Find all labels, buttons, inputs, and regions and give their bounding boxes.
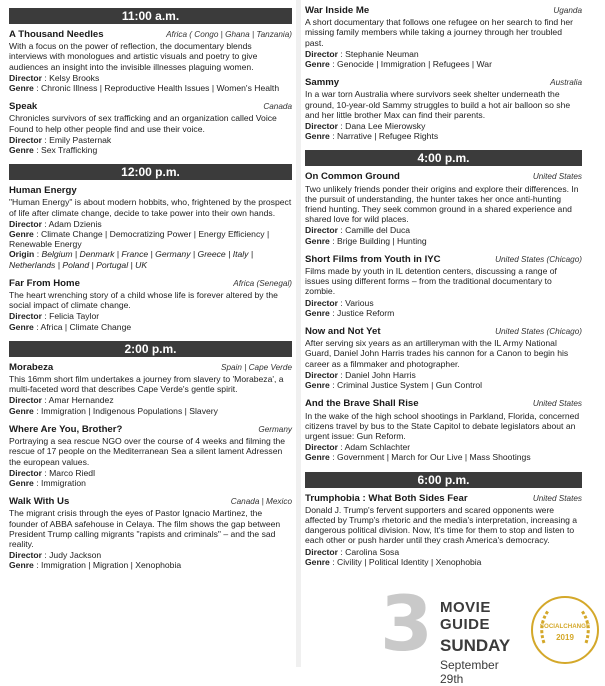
genre-list: Civility | Political Identity | Xenophobia <box>337 556 482 567</box>
director-label: Director <box>9 311 42 322</box>
film-country: Canada <box>263 102 292 112</box>
film-genre: Genre : Sex Trafficking <box>9 145 98 156</box>
director-name: Adam Schlachter <box>344 442 411 453</box>
film-entry <box>9 279 292 332</box>
time-slot-header: 12:00 p.m. <box>9 164 292 180</box>
film-entry <box>9 30 292 93</box>
film-header <box>9 102 292 112</box>
film-header <box>9 186 292 196</box>
film-header <box>305 6 582 16</box>
film-genre: Genre : Genocide | Immigration | Refugees | War <box>305 59 492 70</box>
film-genre: Genre : Immigration | Indigenous Populations | Slavery <box>9 405 218 416</box>
film-country: Africa ( Congo | Ghana | Tanzania) <box>166 30 292 39</box>
genre-list: Chronic Illness | Reproductive Health Issues | Women's Health <box>41 83 280 94</box>
film-description: Portraying a sea rescue NGO over the course of 4 weeks and filming the rescue of 17 people on the Mediterranean Sea a silent lament Adressen the european values. <box>9 436 286 467</box>
film-genre: Genre : Justice Reform <box>305 307 395 318</box>
director-label: Director <box>9 218 42 229</box>
film-header <box>305 327 582 337</box>
column-divider <box>296 0 301 667</box>
film-entry <box>305 6 582 69</box>
film-director: Director : Amar Hernandez <box>9 395 114 406</box>
film-header <box>9 30 292 40</box>
film-director: Director : Adam Dzienis <box>9 218 102 229</box>
film-description: A short documentary that follows one refugee on her search to find her missing family members while taking a journey through her troubled past. <box>305 17 573 48</box>
film-description: Donald J. Trump's fervent supporters and scared opponents were affected by Trump's rhetoric and the media's interpretation, increasing a dangerous political division. Now, It's time for them to stop and listen to each other or push harder until they crash America's democracy. <box>305 504 578 546</box>
film-genre: Genre : Criminal Justice System | Gun Control <box>305 380 483 391</box>
film-entry <box>305 327 582 390</box>
film-description: Chronicles survivors of sex trafficking and an organization called Voice Found to help other people find and use their voice. <box>9 113 277 134</box>
film-description: "Human Energy" is about modern hobbits, who, frightened by the prospect of life after climate change, decide to take power into their own hands. <box>9 197 292 218</box>
director-label: Director <box>305 121 338 132</box>
film-header <box>9 363 292 373</box>
page-number: 3 <box>380 579 433 668</box>
film-entry <box>9 363 292 416</box>
genre-list: Criminal Justice System | Gun Control <box>337 380 483 391</box>
director-name: Marco Riedl <box>49 467 95 478</box>
film-title: Where Are You, Brother? <box>9 423 123 435</box>
genre-list: Brige Building | Hunting <box>337 235 427 246</box>
film-genre: Genre : Civility | Political Identity | Xenophobia <box>305 556 482 567</box>
genre-label: Genre <box>305 307 330 318</box>
film-description: In a war torn Australia where survivors seek shelter underneath the ground, 10-year-old Sammy struggles to build a hot air balloon so she and her little brother Max can find their parents. <box>305 89 571 120</box>
film-title: War Inside Me <box>305 5 370 16</box>
director-label: Director <box>9 72 42 83</box>
director-name: Judy Jackson <box>49 550 102 561</box>
film-title: Sammy <box>305 77 340 89</box>
film-director: Director : Various <box>305 297 374 308</box>
film-header <box>305 255 582 265</box>
film-entry <box>305 78 582 141</box>
director-name: Kelsy Brooks <box>49 72 100 83</box>
genre-label: Genre <box>305 59 330 70</box>
film-country: Germany <box>258 424 292 434</box>
film-description: Two unlikely friends ponder their origins and explore their differences. In the pursuit of understanding, the hunter takes her once anti-hunting friend hunting. They seek common ground in a shared experience and shared love for wild places. <box>305 183 579 225</box>
film-country: United States <box>532 493 582 503</box>
genre-label: Genre <box>305 131 330 142</box>
film-title: Short Films from Youth in IYC <box>305 253 441 265</box>
genre-label: Genre <box>9 321 34 332</box>
genre-list: Government | March for Our Live | Mass Shootings <box>337 452 531 463</box>
director-name: Camille del Duca <box>345 225 411 236</box>
film-genre: Genre : Immigration <box>9 477 86 488</box>
film-country: United States <box>532 172 582 182</box>
director-name: Amar Hernandez <box>48 395 114 406</box>
genre-list: Immigration | Indigenous Populations | Slavery <box>41 405 218 416</box>
film-header <box>305 494 582 504</box>
film-title: Speak <box>9 101 38 113</box>
film-title: A Thousand Needles <box>9 29 104 40</box>
director-label: Director <box>9 395 42 406</box>
time-slot-header: 4:00 p.m. <box>305 150 582 166</box>
genre-list: Climate Change | Democratizing Power | Energy Efficiency | Renewable Energy <box>9 229 270 250</box>
badge-year: 2019 <box>556 633 574 642</box>
director-label: Director <box>9 467 42 478</box>
laurel-badge-icon <box>530 595 600 665</box>
badge-text: SOCIALCHANGE <box>539 623 591 630</box>
guide-footer <box>380 579 605 686</box>
genre-label: Genre <box>305 452 330 463</box>
genre-list: Narrative | Refugee Rights <box>337 131 439 142</box>
guide-title-block <box>440 599 525 686</box>
film-country: Uganda <box>553 6 582 15</box>
time-slot-header: 2:00 p.m. <box>9 341 292 357</box>
film-title: Now and Not Yet <box>305 326 381 338</box>
film-entry <box>9 497 292 570</box>
film-country: United States (Chicago) <box>495 327 582 337</box>
film-director: Director : Judy Jackson <box>9 550 102 561</box>
director-label: Director <box>9 550 42 561</box>
guide-day: SUNDAY <box>440 636 511 655</box>
director-label: Director <box>305 442 338 453</box>
film-header <box>305 78 582 88</box>
genre-list: Immigration | Migration | Xenophobia <box>41 560 182 571</box>
film-title: Far From Home <box>9 277 80 289</box>
time-slot-header: 11:00 a.m. <box>9 8 292 24</box>
film-country: Australia <box>550 78 582 88</box>
film-entry <box>305 399 582 462</box>
film-country: Africa (Senegal) <box>233 278 292 288</box>
film-director: Director : Kelsy Brooks <box>9 72 100 83</box>
director-label: Director <box>305 225 338 236</box>
genre-label: Genre <box>305 380 330 391</box>
genre-list: Justice Reform <box>337 307 395 318</box>
film-country: Canada | Mexico <box>230 497 292 507</box>
film-director: Director : Daniel John Harris <box>305 369 416 380</box>
film-entry <box>305 172 582 245</box>
film-title: Walk With Us <box>9 496 70 508</box>
director-name: Dana Lee Mierowsky <box>345 121 426 132</box>
film-genre: Genre : Brige Building | Hunting <box>305 235 427 246</box>
director-name: Daniel John Harris <box>345 369 416 380</box>
genre-label: Genre <box>9 405 34 416</box>
genre-list: Africa | Climate Change <box>40 321 132 332</box>
director-label: Director <box>305 546 338 557</box>
time-slot-header: 6:00 p.m. <box>305 472 582 488</box>
film-director: Director : Camille del Duca <box>305 225 411 236</box>
genre-list: Sex Trafficking <box>41 145 98 156</box>
director-label: Director <box>9 134 42 145</box>
director-name: Various <box>345 297 374 308</box>
film-header <box>305 172 582 182</box>
genre-label: Genre <box>305 556 330 567</box>
film-director: Director : Dana Lee Mierowsky <box>305 121 426 132</box>
film-header <box>305 399 582 409</box>
film-genre: Genre : Chronic Illness | Reproductive Health Issues | Women's Health <box>9 83 280 94</box>
film-header <box>9 497 292 507</box>
film-genre: Genre : Government | March for Our Live | Mass Shootings <box>305 452 531 463</box>
film-entry <box>9 425 292 488</box>
origin-list: Belgium | Denmark | France | Germany | Greece | Italy | Netherlands | Poland | Portugal | UK <box>9 249 254 270</box>
genre-label: Genre <box>9 560 34 571</box>
film-entry <box>9 102 292 155</box>
film-header <box>9 425 292 435</box>
director-label: Director <box>305 48 338 59</box>
genre-label: Genre <box>9 477 34 488</box>
film-country: United States (Chicago) <box>495 254 582 264</box>
film-title: Trumphobia : What Both Sides Fear <box>305 492 468 504</box>
film-director: Director : Felicia Taylor <box>9 311 100 322</box>
film-header <box>9 279 292 289</box>
film-title: And the Brave Shall Rise <box>305 398 419 410</box>
film-origin: Origin : Belgium | Denmark | France | Germany | Greece | Italy | Netherlands | Poland | Portugal | UK <box>9 249 254 270</box>
film-description: The migrant crisis through the eyes of Pastor Ignacio Martinez, the founder of ABBA safehouse in Celaya. The film shows the gap between President Trump calling migrants "rapists and criminals" – and the sad reality. <box>9 508 281 549</box>
genre-label: Genre <box>9 145 34 156</box>
director-name: Stephanie Neuman <box>345 48 419 59</box>
film-description: This 16mm short film undertakes a journey from slavery to 'Morabeza', a multi-faceted word that describes Cape Verde's gentle spirit. <box>9 374 284 395</box>
guide-title: MOVIE GUIDE <box>440 599 491 633</box>
genre-label: Genre <box>305 235 330 246</box>
origin-label: Origin <box>9 249 35 260</box>
director-name: Adam Dzienis <box>48 218 102 229</box>
film-genre: Genre : Narrative | Refugee Rights <box>305 131 439 142</box>
film-entry <box>305 255 582 318</box>
right-column <box>305 0 582 576</box>
film-title: Human Energy <box>9 185 77 197</box>
film-description: In the wake of the high school shootings in Parkland, Florida, concerned citizens travel by bus to the State Capitol to debate legislators about an urgent issue: Gun Reform. <box>305 410 580 441</box>
genre-list: Genocide | Immigration | Refugees | War <box>337 59 492 70</box>
guide-date: September 29th <box>440 658 499 686</box>
film-description: After serving six years as an artilleryman with the IL Army National Guard, Daniel John Harris trades his cannon for a Canon to begin his career as a filmmaker and photographer. <box>305 338 569 369</box>
film-description: Films made by youth in IL detention centers, discussing a range of issues using different forms – from the traditional documentary to zombie. <box>305 266 557 297</box>
film-country: Spain | Cape Verde <box>220 362 292 372</box>
film-title: On Common Ground <box>305 171 400 183</box>
film-description: With a focus on the power of reflection, the documentary blends interviews with monologues and artistic visuals and poetry to give audiences an insight into the invisible illnesses plaguing women. <box>9 41 258 72</box>
film-genre: Genre : Climate Change | Democratizing Power | Energy Efficiency | Renewable Energy <box>9 229 270 250</box>
left-column <box>9 0 292 580</box>
genre-label: Genre <box>9 83 34 94</box>
director-label: Director <box>305 297 338 308</box>
director-label: Director <box>305 369 338 380</box>
film-genre: Genre : Immigration | Migration | Xenophobia <box>9 560 182 571</box>
director-name: Emily Pasternak <box>49 134 112 145</box>
film-entry <box>9 186 292 270</box>
film-country: United States <box>532 399 582 409</box>
film-director: Director : Emily Pasternak <box>9 134 112 145</box>
film-director: Director : Marco Riedl <box>9 467 95 478</box>
film-director: Director : Stephanie Neuman <box>305 48 419 59</box>
film-genre: Genre : Africa | Climate Change <box>9 321 132 332</box>
director-name: Felicia Taylor <box>49 311 100 322</box>
film-title: Morabeza <box>9 361 54 373</box>
genre-list: Immigration <box>41 477 86 488</box>
film-director: Director : Adam Schlachter <box>305 442 411 453</box>
genre-label: Genre <box>9 229 34 240</box>
film-director: Director : Carolina Sosa <box>305 546 400 557</box>
film-description: The heart wrenching story of a child whose life is forever altered by the social impact of climate change. <box>9 290 278 311</box>
director-name: Carolina Sosa <box>345 546 400 557</box>
film-entry <box>305 494 582 567</box>
